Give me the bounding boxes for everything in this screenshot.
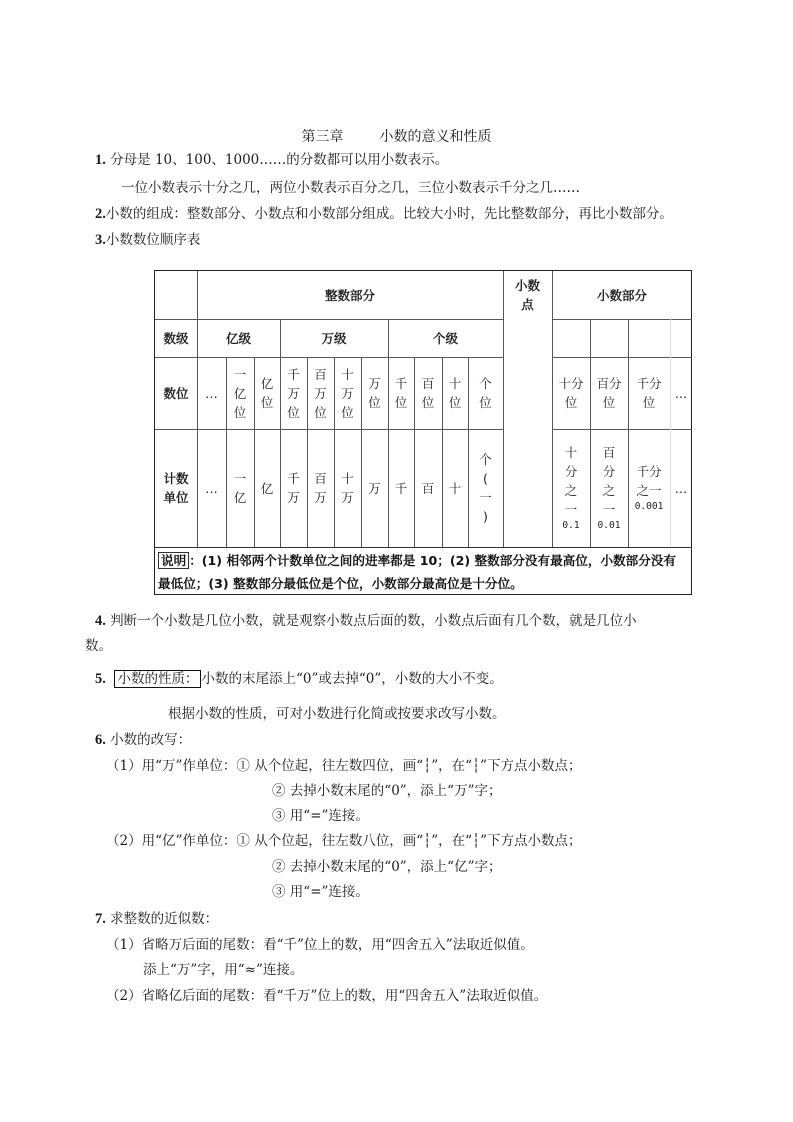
item-6-part-2-step-3: ③ 用“=”连接。 [272, 884, 369, 900]
decimal-unit-text: … [674, 480, 688, 496]
item-7-part-2: （2）省略亿后面的尾数：看“千万”位上的数，用“四舍五入”法取近似值。 [106, 988, 548, 1004]
decimal-unit-value: 0.001 [634, 501, 664, 512]
chapter-number: 第三章 [301, 129, 344, 145]
row-label-unit [155, 429, 197, 547]
place-cell: 百 位 [421, 376, 435, 410]
decimal-place-cell: 十分 位 [558, 376, 584, 410]
decimal-unit-cell [628, 429, 670, 547]
part-head: （1）用“万”作单位： [106, 758, 237, 774]
note-text: ：(1) 相邻两个计数单位之间的进率都是 10；(2) 整数部分没有最高位，小数部分没有最低位；(3) 整数部分最低位是个位，小数部分最高位是十分位。 [158, 553, 677, 591]
unit-cell: 千 [394, 480, 408, 496]
item-text: 小数的组成：整数部分、小数点和小数部分组成。比较大小时，先比整数部分，再比小数部分。 [105, 206, 673, 222]
item-4-cont: 数。 [85, 638, 112, 654]
unit-cell: 亿 [260, 480, 274, 496]
unit-cell: 一 亿 [233, 471, 247, 505]
item-4 [95, 612, 637, 630]
decimal-place-cell: … [674, 385, 688, 401]
place-cell: … [205, 385, 218, 401]
decimal-unit-cell [552, 429, 590, 547]
unit-cell: … [205, 480, 218, 496]
decimal-place-cell: 百分 位 [596, 376, 622, 410]
item-5-sub: 根据小数的性质，可对小数进行化简或按要求改写小数。 [168, 706, 506, 722]
unit-cell: 个 ( 一 ) [479, 452, 492, 524]
header-decimal-point-line1: 小数 [514, 278, 540, 293]
place-cell: 个 位 [479, 376, 492, 410]
item-text: 判断一个小数是几位小数，就是观察小数点后面的数，小数点后面有几个数，就是几位小 [110, 613, 637, 629]
place-cell: 百 万 位 [314, 366, 327, 420]
table-note [158, 549, 688, 595]
header-decimal-point [503, 271, 552, 319]
property-label-box: 小数的性质： [114, 670, 201, 688]
header-integer-part: 整数部分 [324, 287, 375, 303]
part-step: ① 从个位起，往左数四位，画“┆”，在“┆”下方点小数点； [236, 758, 582, 774]
item-text: 求整数的近似数： [110, 911, 219, 927]
item-number: 2. [95, 206, 106, 222]
item-2 [95, 205, 673, 223]
row-label-place: 数位 [163, 385, 189, 401]
place-cell: 十 位 [448, 376, 462, 410]
item-number: 5. [95, 671, 106, 687]
chapter-title [0, 126, 793, 146]
item-text: 分母是 10、100、1000……的分数都可以用小数表示。 [110, 152, 449, 168]
item-6-part-2-step-2: ② 去掉小数末尾的“0”，添上“亿”字； [272, 859, 502, 875]
decimal-place-cell: 千分 位 [636, 376, 662, 410]
row-label-unit-line1: 计数 [163, 471, 189, 486]
item-6-part-1-step-3: ③ 用“=”连接。 [272, 808, 369, 824]
unit-cell: 千 万 [287, 471, 300, 505]
item-number: 6. [95, 732, 106, 748]
row-label-level: 数级 [163, 330, 189, 346]
item-number: 4. [95, 613, 106, 629]
item-6-part-2 [106, 832, 582, 850]
unit-cell: 十 万 [341, 471, 354, 505]
item-text: 小数数位顺序表 [105, 232, 201, 248]
decimal-unit-text: 百 分 之 一 [602, 445, 616, 517]
place-cell: 一 亿 位 [233, 366, 247, 420]
decimal-unit-cell [590, 429, 628, 547]
header-decimal-point-line2: 点 [521, 297, 534, 312]
item-3 [95, 231, 200, 249]
place-cell: 亿 位 [260, 376, 274, 410]
item-number: 1. [95, 152, 106, 168]
decimal-unit-text: 十 分 之 一 [564, 445, 578, 517]
item-7 [95, 910, 218, 928]
header-decimal-part: 小数部分 [596, 287, 647, 303]
unit-cell: 万 [368, 480, 381, 496]
place-cell: 万 位 [368, 376, 381, 410]
item-text: 小数的末尾添上“0”或去掉“0”，小数的大小不变。 [201, 671, 503, 687]
item-number: 3. [95, 232, 106, 248]
part-step: ① 从个位起，往左数八位，画“┆”，在“┆”下方点小数点； [236, 833, 582, 849]
decimal-unit-value: 0.01 [597, 520, 621, 531]
decimal-unit-value: 0.1 [562, 520, 580, 531]
item-7-part-1: （1）省略万后面的尾数：看“千”位上的数，用“四舍五入”法取近似值。 [106, 937, 534, 953]
level-wan: 万级 [321, 330, 347, 346]
item-number: 7. [95, 911, 106, 927]
item-5 [95, 670, 503, 688]
item-1-sub: 一位小数表示十分之几，两位小数表示百分之几，三位小数表示千分之几…… [121, 180, 580, 196]
decimal-unit-cell [670, 429, 692, 547]
item-text: 小数的改写： [110, 732, 192, 748]
level-ge: 个级 [432, 330, 458, 346]
item-6 [95, 731, 191, 749]
note-label: 说明 [158, 552, 189, 569]
place-cell: 千 万 位 [287, 366, 300, 420]
place-cell: 千 位 [394, 376, 408, 410]
unit-cell: 十 [448, 480, 462, 496]
chapter-name: 小数的意义和性质 [379, 129, 492, 145]
item-6-part-1 [106, 757, 582, 775]
item-7-part-1-cont: 添上“万”字，用“≈”连接。 [143, 962, 304, 978]
unit-cell: 百 [421, 480, 435, 496]
decimal-unit-text: 千分 之一 [636, 464, 662, 498]
item-6-part-1-step-2: ② 去掉小数末尾的“0”，添上“万”字； [272, 783, 502, 799]
row-label-unit-line2: 单位 [163, 490, 189, 505]
unit-cell: 百 万 [314, 471, 327, 505]
decimal-place-value-table [154, 270, 692, 595]
item-1 [95, 151, 448, 169]
level-yi: 亿级 [225, 330, 251, 346]
place-cell: 十 万 位 [341, 366, 354, 420]
part-head: （2）用“亿”作单位： [106, 833, 237, 849]
